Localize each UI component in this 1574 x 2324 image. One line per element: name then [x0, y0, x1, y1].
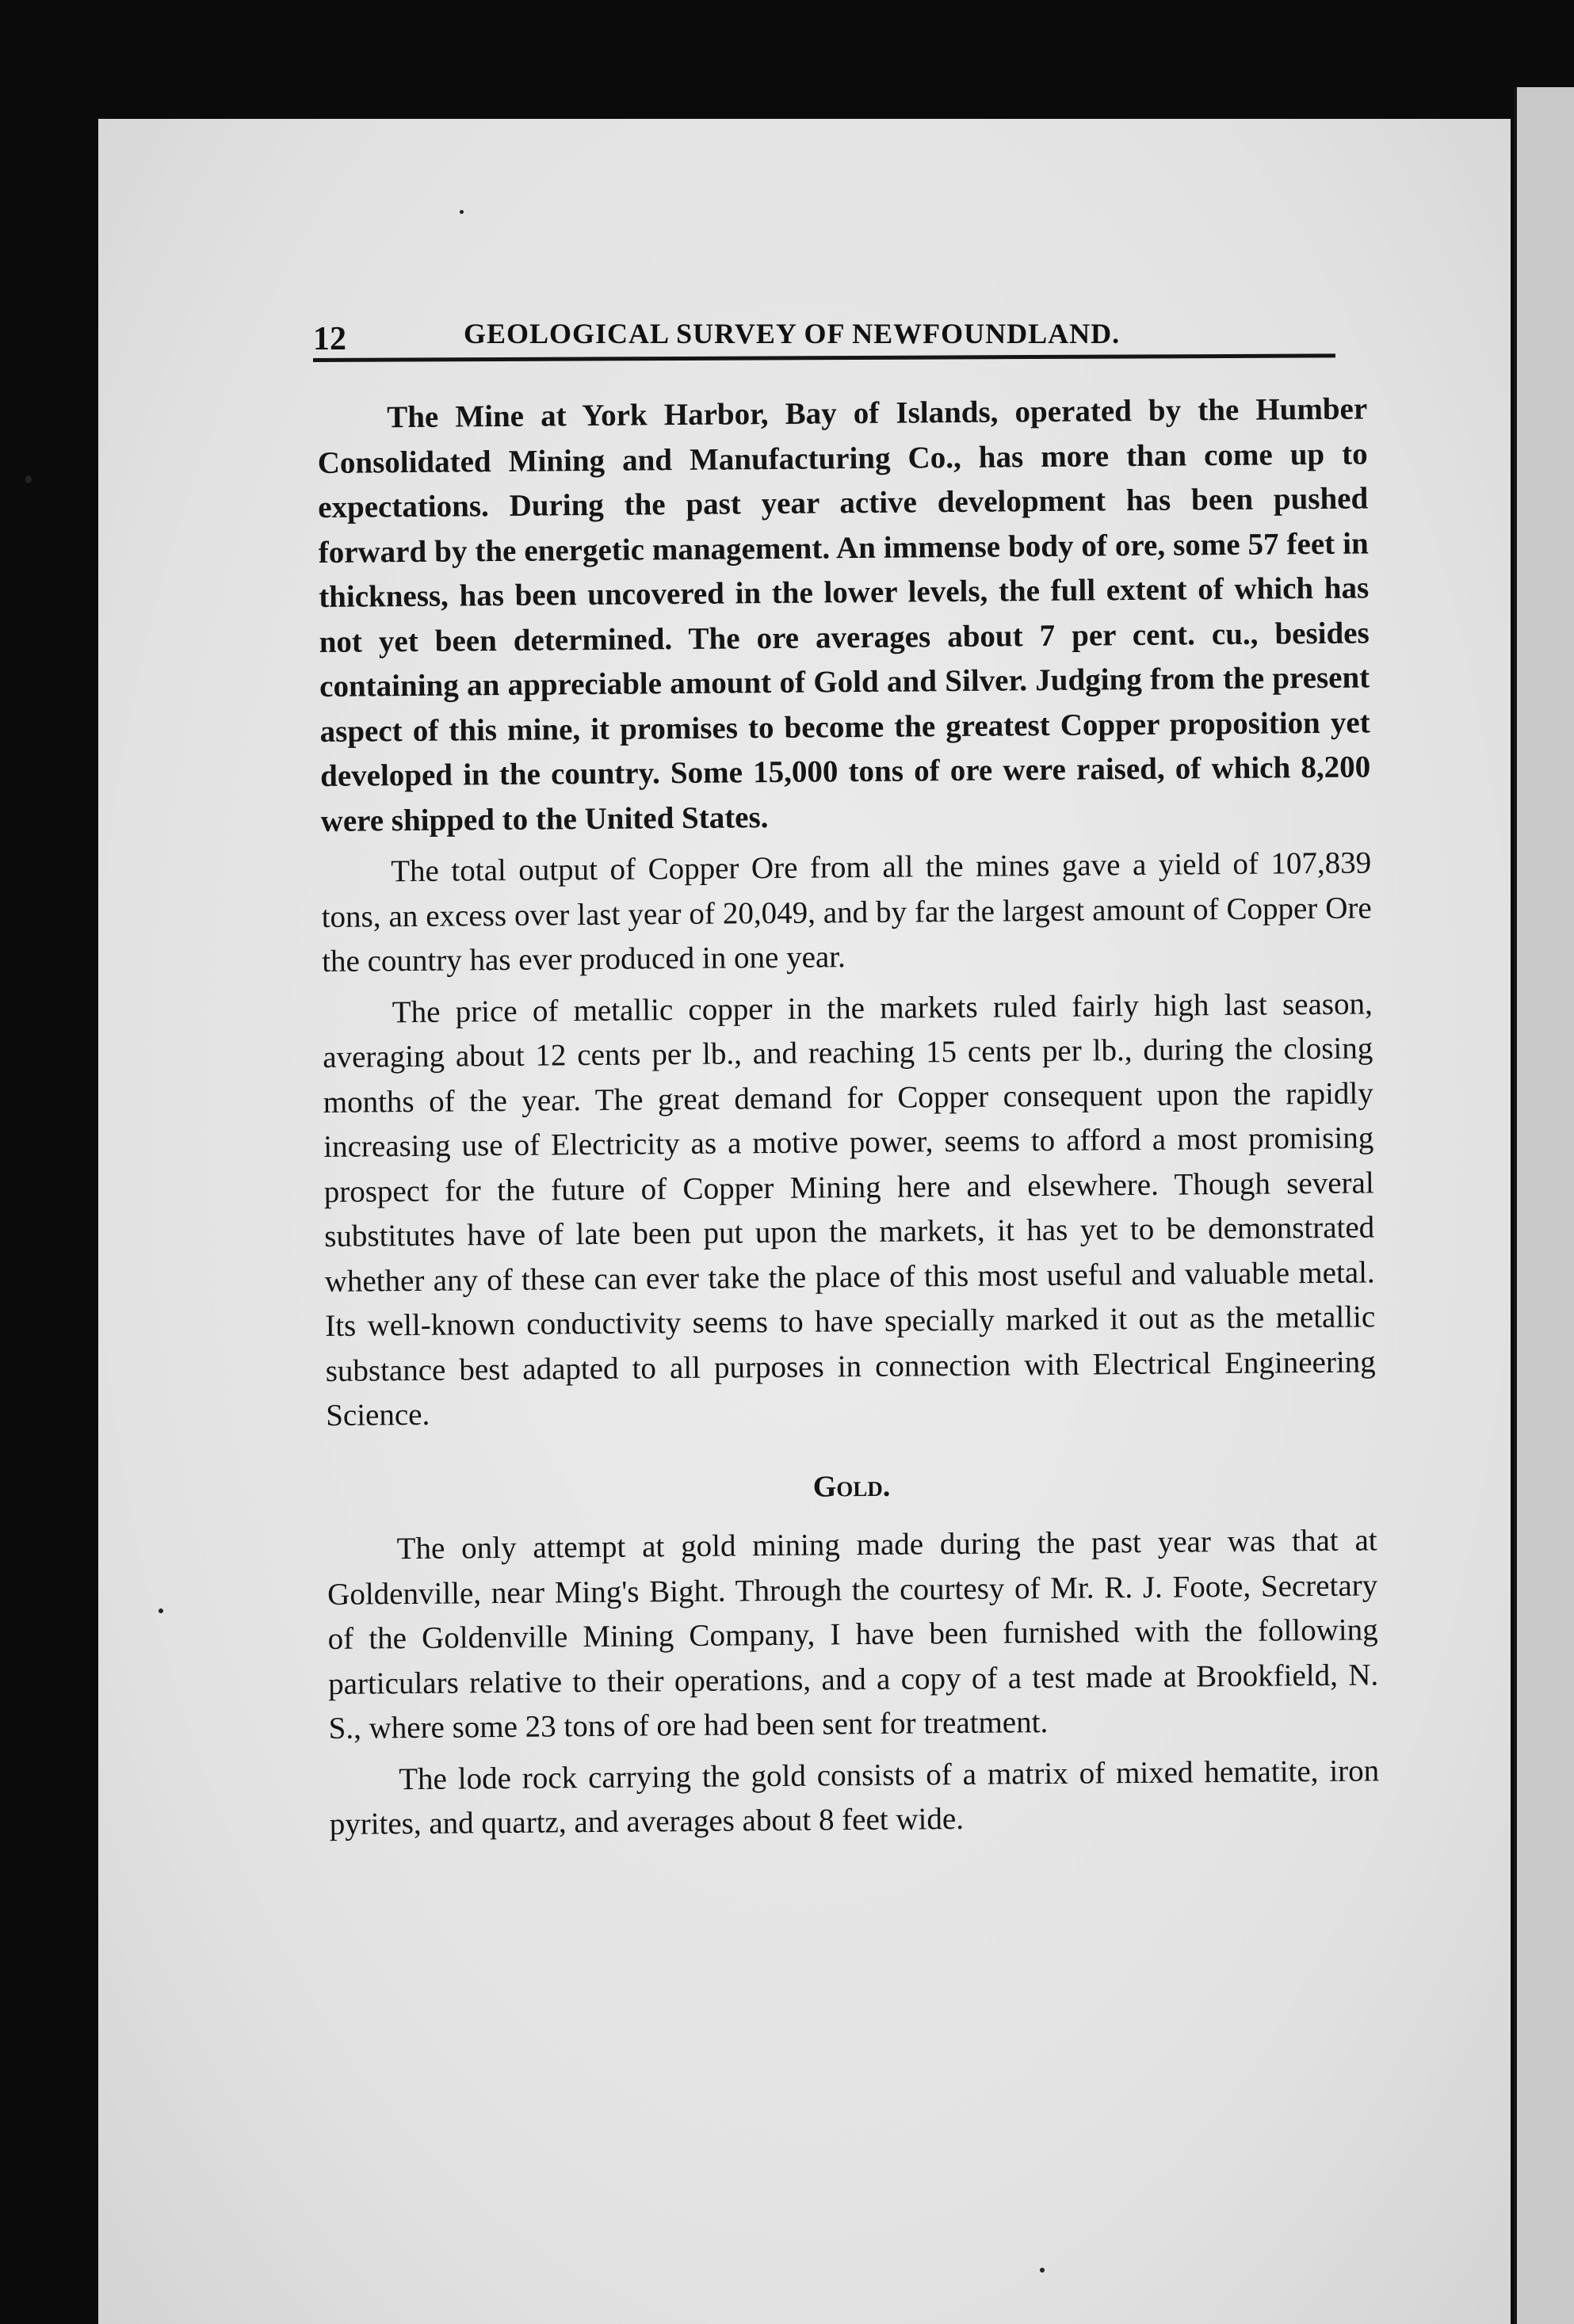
body-text: [317, 387, 1380, 1853]
paragraph-copper-output: The total output of Copper Ore from all the mines gave a yield of 107,839 tons, an excess over last year of 20,049, and by far the largest amount of Copper Ore the country has ever produced in one year.: [321, 845, 1372, 979]
paragraph-copper-price: The price of metallic copper in the markets ruled fairly high last season, averaging about 12 cents per lb., and reaching 15 cents per lb., during the closing months of the year. The great demand for Copper consequent upon the rapidly increasing use of Electricity as a motive power, seems to afford a most promising prospect for the future of Copper Mining here and elsewhere. Though several substitutes have of late been put upon the markets, it has yet to be demonstrated whether any of these can ever take the place of this most useful and valuable metal. Its well-known conductivity seems to have specially marked it out as the metallic substance best adapted to all purposes in connection with Electrical Engineering Science.: [323, 986, 1376, 1433]
running-head: GEOLOGICAL SURVEY OF NEWFOUNDLAND.: [464, 318, 1121, 349]
section-heading-gold: Gold.: [812, 1469, 891, 1504]
scan-speck: [460, 210, 464, 214]
scan-speck: [1040, 2268, 1045, 2272]
paragraph-lode-rock: The lode rock carrying the gold consists of a matrix of mixed hematite, iron pyrites, and quartz, and averages about 8 feet wide.: [329, 1753, 1380, 1841]
facing-page-gutter-line: [1514, 87, 1517, 2324]
facing-page-edge: [1514, 87, 1574, 2324]
scan-speck: [25, 475, 32, 483]
page-number: 12: [313, 321, 346, 357]
paragraph-york-harbor: The Mine at York Harbor, Bay of Islands, operated by the Humber Consolidated Mining and Manufacturing Co., has more than come up to expectations. During the past year active development has been pushed forward by the energetic management. An immense body of ore, some 57 feet in thickness, has been uncovered in the lower levels, the full extent of which has not yet been determined. The ore averages about 7 per cent. cu., besides containing an appreciable amount of Gold and Silver. Judging from the present aspect of this mine, it promises to become the greatest Copper proposition yet developed in the country. Some 15,000 tons of ore were raised, of which 8,200 were shipped to the United States.: [317, 391, 1371, 838]
scan-speck: [159, 1608, 163, 1613]
page-header: [313, 309, 1335, 372]
paragraph-goldenville: The only attempt at gold mining made during the past year was that at Goldenville, near Ming's Bight. Through the courtesy of Mr. R. J. Foote, Secretary of the Goldenville Mining Company, I have been furnished with the following particulars relative to their operations, and a copy of a test made at Brookfield, N. S., where some 23 tons of ore had been sent for treatment.: [327, 1523, 1379, 1746]
